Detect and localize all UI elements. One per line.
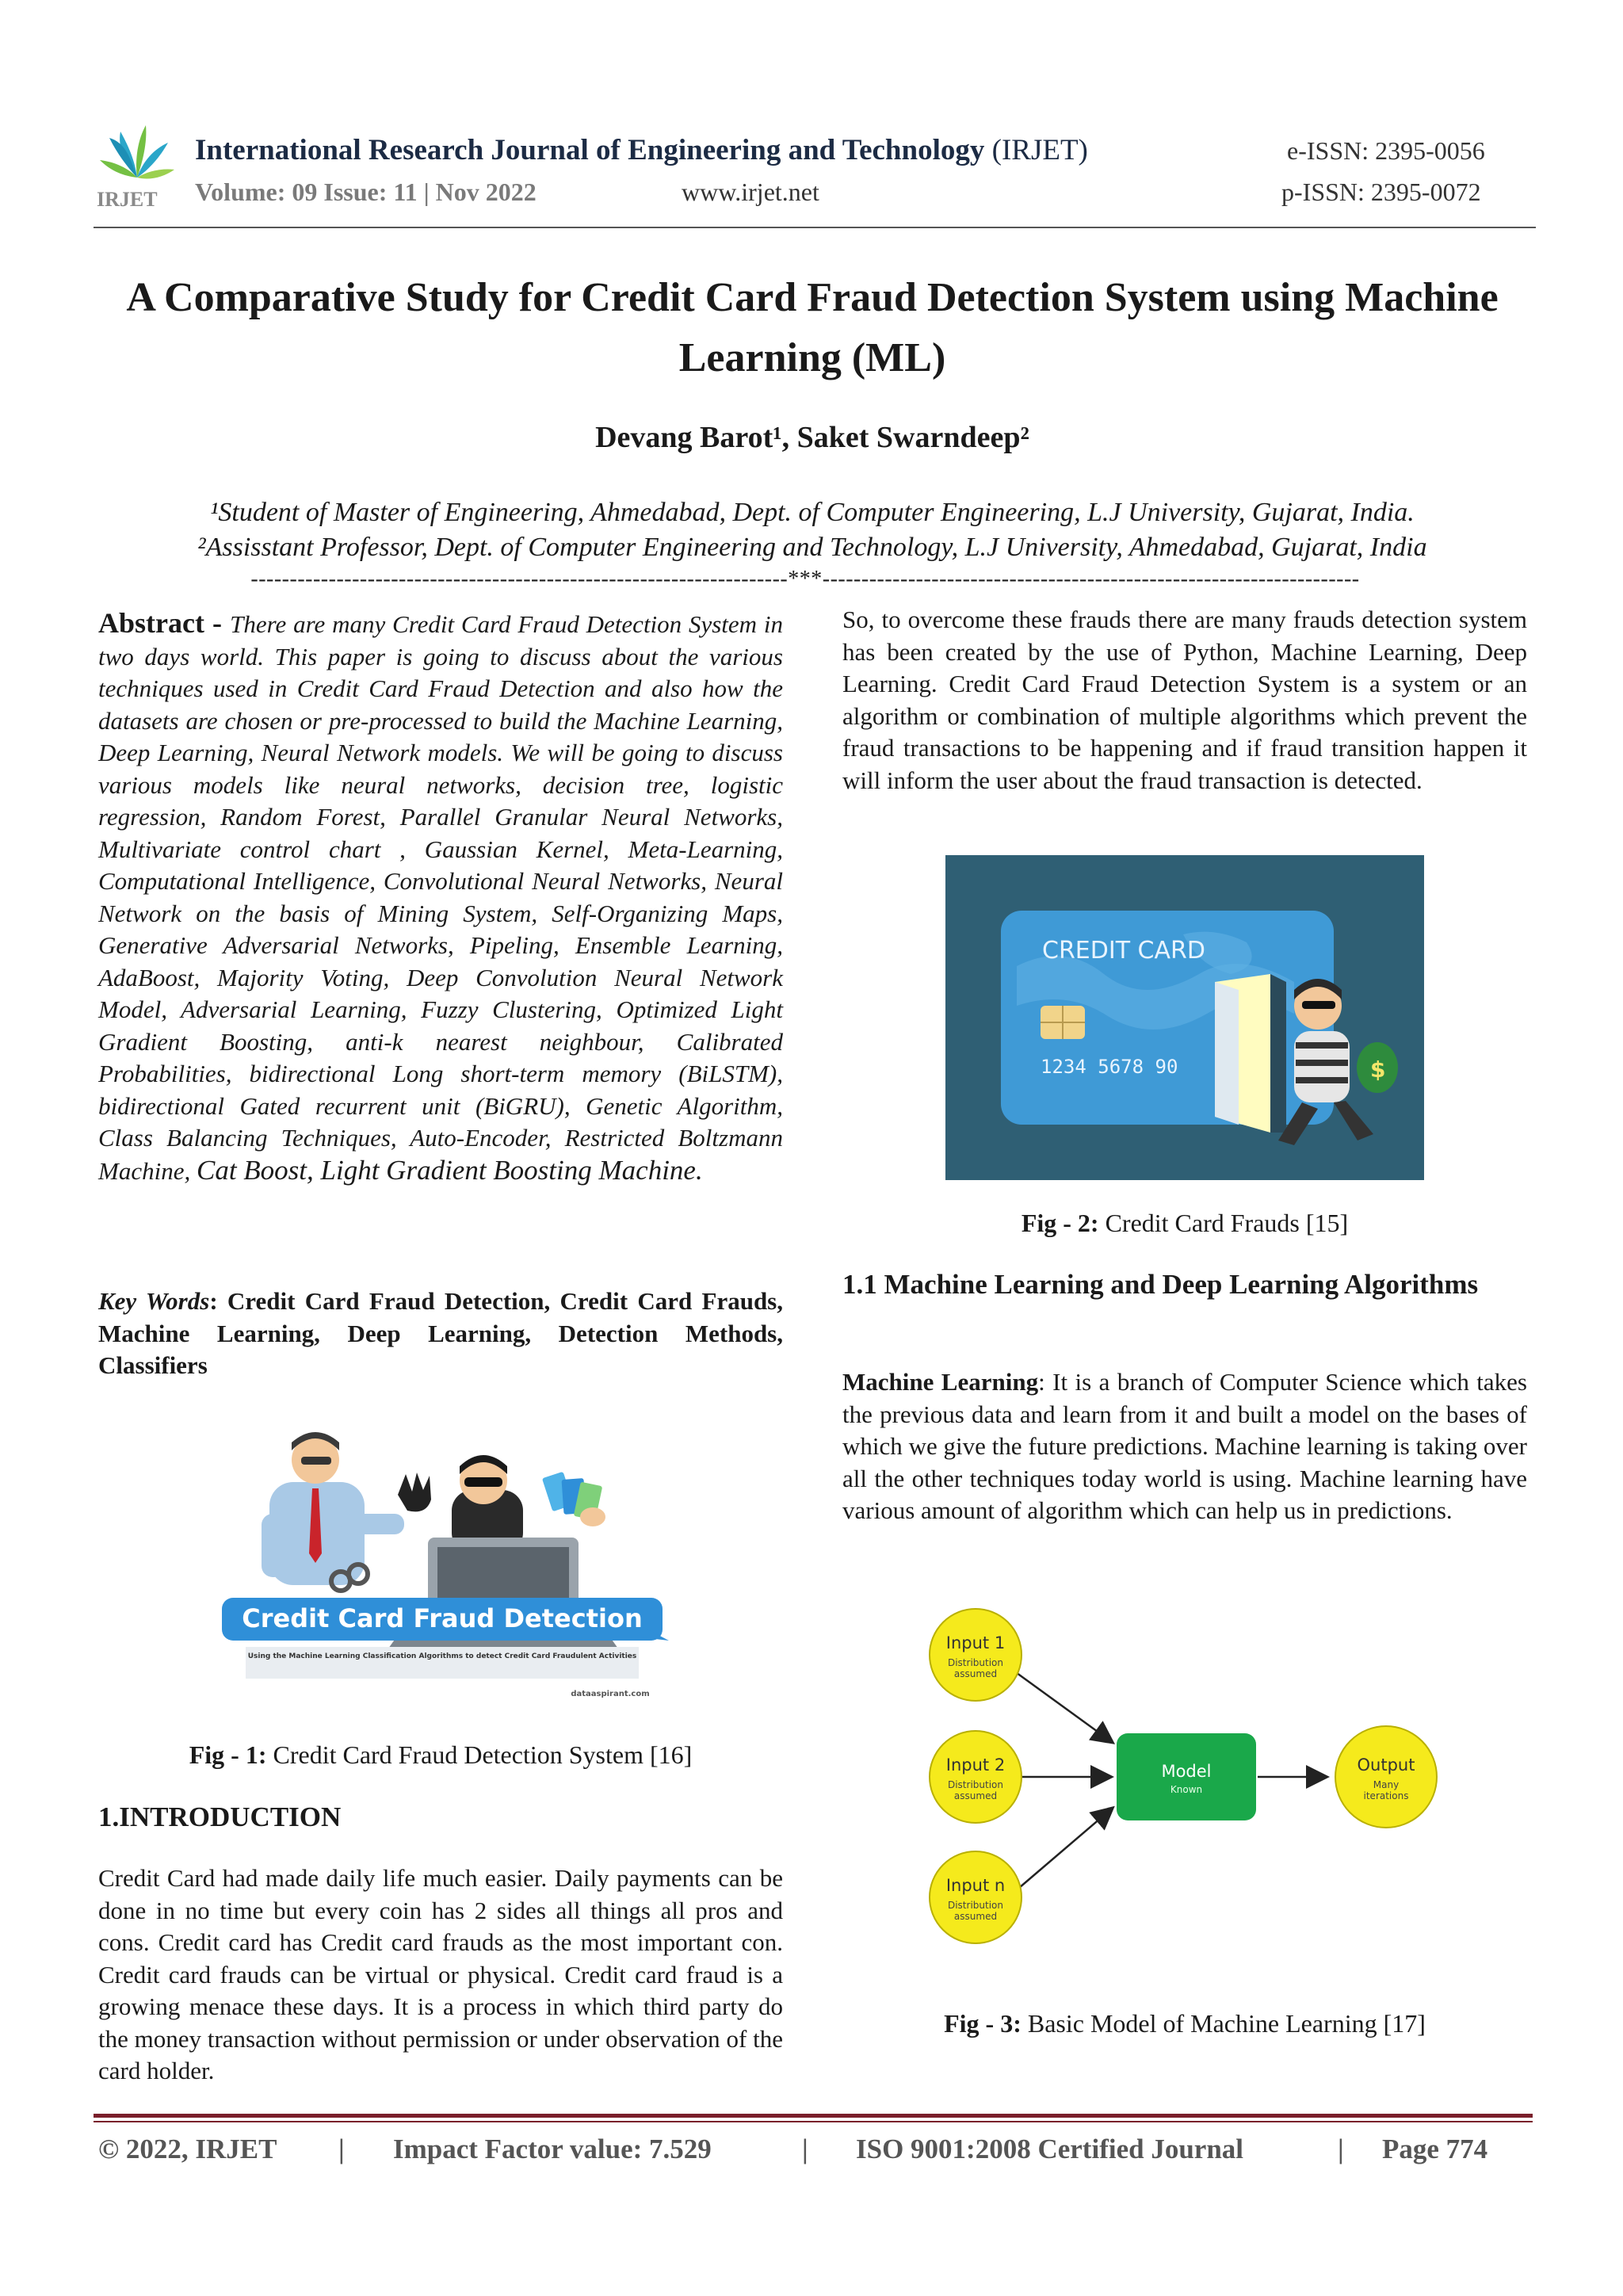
header-divider <box>94 227 1536 228</box>
node-input-n <box>930 1851 1022 1943</box>
section-1-1-heading: 1.1 Machine Learning and Deep Learning Algorithms <box>842 1269 1479 1300</box>
journal-abbr: (IRJET) <box>991 134 1088 166</box>
svg-text:iterations: iterations <box>1363 1790 1409 1801</box>
keywords-text: : Credit Card Fraud Detection, Credit Card Frauds, Machine Learning, Deep Learning, Detection Methods, Classifiers <box>98 1287 783 1379</box>
volume-issue: Volume: 09 Issue: 11 | Nov 2022 <box>195 178 537 206</box>
abstract-label: Abstract - <box>98 607 231 639</box>
journal-name: International Research Journal of Engineering and Technology <box>195 134 985 166</box>
card-number: 1234 5678 90 <box>1041 1056 1178 1078</box>
footer-separator: | <box>338 2134 345 2164</box>
footer-page-number: Page 774 <box>1382 2134 1488 2164</box>
node-model <box>1117 1733 1256 1820</box>
footer-copyright: © 2022, IRJET <box>98 2134 277 2164</box>
svg-text:Model: Model <box>1161 1762 1212 1781</box>
ml-text: : It is a branch of Computer Science which takes the previous data and learn from it and built a model on the bases of which we give the future predictions. Machine learning is taking over all the other techniques today world is using. Machine learning have various amount of algorithm which can help us in predictions. <box>842 1368 1527 1524</box>
node-output <box>1335 1726 1437 1828</box>
keywords <box>98 1286 783 1382</box>
e-issn: e-ISSN: 2395-0056 <box>1287 136 1485 165</box>
figure-2-caption <box>842 1209 1527 1238</box>
introduction-continued: So, to overcome these frauds there are many frauds detection system has been created by the use of Python, Machine Learning, Deep Learning. Credit Card Fraud Detection System is a system or an algorithm or combination of multiple algorithms which prevent the fraud transactions to be happening and if fraud transition happen it will inform the user about the fraud transaction is detected. <box>842 606 1527 794</box>
figure-3-caption <box>842 2009 1527 2038</box>
figure-1-caption <box>98 1740 783 1770</box>
fig1-credit: dataaspirant.com <box>571 1690 650 1698</box>
figure-1-caption-text: Credit Card Fraud Detection System [16] <box>266 1740 693 1769</box>
svg-text:Distribution: Distribution <box>947 1900 1004 1911</box>
ml-label: Machine Learning <box>842 1368 1039 1396</box>
fig1-subtitle: Using the Machine Learning Classification Algorithms to detect Credit Card Fraudulent Activities <box>247 1652 637 1660</box>
figure-2-illustration <box>945 855 1424 1180</box>
svg-text:Output: Output <box>1357 1755 1415 1775</box>
section-separator: ---------------------------------------------------------------------***--------------------------------------------------------------------- <box>250 567 1360 591</box>
abstract <box>98 607 783 1187</box>
svg-text:Input n: Input n <box>945 1876 1006 1895</box>
svg-text:Known: Known <box>1170 1784 1203 1795</box>
businessman-figure <box>262 1432 404 1591</box>
footer-separator: | <box>1338 2134 1344 2164</box>
svg-text:IRJET: IRJET <box>97 188 158 209</box>
fig1-subtitle-box <box>246 1647 639 1679</box>
footer-separator: | <box>802 2134 808 2164</box>
journal-title <box>195 133 1088 167</box>
figure-3-caption-label: Fig - 3: <box>944 2009 1022 2038</box>
footer-iso: ISO 9001:2008 Certified Journal <box>856 2134 1244 2164</box>
affiliation-1: ¹Student of Master of Engineering, Ahmedabad, Dept. of Computer Engineering, L.J University, Gujarat, India. <box>210 498 1415 527</box>
machine-learning-paragraph <box>842 1366 1527 1527</box>
svg-text:Input 2: Input 2 <box>945 1755 1006 1775</box>
node-input-1 <box>930 1609 1022 1701</box>
irjet-logo <box>94 116 181 209</box>
paper-title: A Comparative Study for Credit Card Fraud Detection System using Machine Learning (ML) <box>126 275 1499 380</box>
figure-2-caption-text: Credit Card Frauds [15] <box>1098 1209 1349 1237</box>
svg-text:assumed: assumed <box>953 1911 998 1922</box>
affiliation-2: ²Assisstant Professor, Dept. of Computer Engineering and Technology, L.J University, Ahmedabad, Gujarat, India <box>197 533 1427 562</box>
edge-input1-model <box>1014 1671 1112 1742</box>
svg-text:Distribution: Distribution <box>947 1779 1004 1790</box>
figure-3-caption-text: Basic Model of Machine Learning [17] <box>1021 2009 1426 2038</box>
keywords-label: Key Words <box>98 1287 210 1315</box>
abstract-text-end: Cat Boost, Light Gradient Boosting Machine. <box>196 1154 703 1186</box>
paper-authors: Devang Barot¹, Saket Swarndeep² <box>595 421 1029 454</box>
svg-text:$: $ <box>1370 1056 1386 1083</box>
footer-rule-thin <box>94 2121 1533 2122</box>
figure-1-illustration <box>214 1419 674 1712</box>
open-door <box>1215 974 1286 1133</box>
abstract-text: There are many Credit Card Fraud Detection System in two days world. This paper is going to discuss about the various techniques used in Credit Card Fraud Detection and also how the datasets are chosen or pre-processed to build the Machine Learning, Deep Learning, Neural Network models. We will be going to discuss various models like neural networks, decision tree, logistic regression, Random Forest, Parallel Granular Neural Networks, Multivariate control chart , Gaussian Kernel, Meta-Learning, Computational Intelligence, Convolutional Neural Networks, Neural Network on the basis of Mining System, Self-Organizing Maps, Generative Adversarial Networks, Pipeling, Ensemble Learning, AdaBoost, Majority Voting, Deep Convolution Neural Network Model, Adversarial Learning, Fuzzy Clustering, Optimized Light Gradient Boosting, anti-k nearest neighbour, Calibrated Probabilities, bidirectional Long short-term memory (BiLSTM), bidirectional Gated recurrent unit (BiGRU), Genetic Algorithm, Class Balancing Techniques, Auto-Encoder, Restricted Boltzmann Machine, <box>98 610 784 1185</box>
edge-inputn-model <box>1014 1809 1112 1893</box>
footer-rule-thick <box>94 2114 1533 2118</box>
card-label: CREDIT CARD <box>1042 937 1205 965</box>
figure-1-caption-label: Fig - 1: <box>189 1740 267 1769</box>
fig1-banner <box>222 1598 669 1641</box>
node-input-2 <box>930 1731 1022 1823</box>
svg-text:Many: Many <box>1373 1779 1400 1790</box>
svg-text:Distribution: Distribution <box>947 1657 1004 1668</box>
footer-impact-factor: Impact Factor value: 7.529 <box>393 2134 712 2164</box>
svg-text:Credit Card Fraud Detection: Credit Card Fraud Detection <box>242 1603 643 1633</box>
figure-3-diagram <box>922 1598 1461 1970</box>
svg-text:assumed: assumed <box>953 1668 998 1679</box>
figure-2-caption-label: Fig - 2: <box>1021 1209 1099 1237</box>
introduction-heading: 1.INTRODUCTION <box>98 1801 342 1832</box>
svg-text:assumed: assumed <box>953 1790 998 1801</box>
svg-text:Input 1: Input 1 <box>945 1633 1006 1652</box>
journal-website-link[interactable]: www.irjet.net <box>682 178 819 206</box>
introduction-body: Credit Card had made daily life much easier. Daily payments can be done in no time but every coin has 2 sides all things all pros and cons. Credit card has Credit card frauds as the most important con. Credit card frauds can be virtual or physical. Credit card fraud is a growing menace these days. It is a process in which third party do the money transaction without permission or under observation of the card holder. <box>98 1864 783 2084</box>
p-issn: p-ISSN: 2395-0072 <box>1281 178 1481 206</box>
